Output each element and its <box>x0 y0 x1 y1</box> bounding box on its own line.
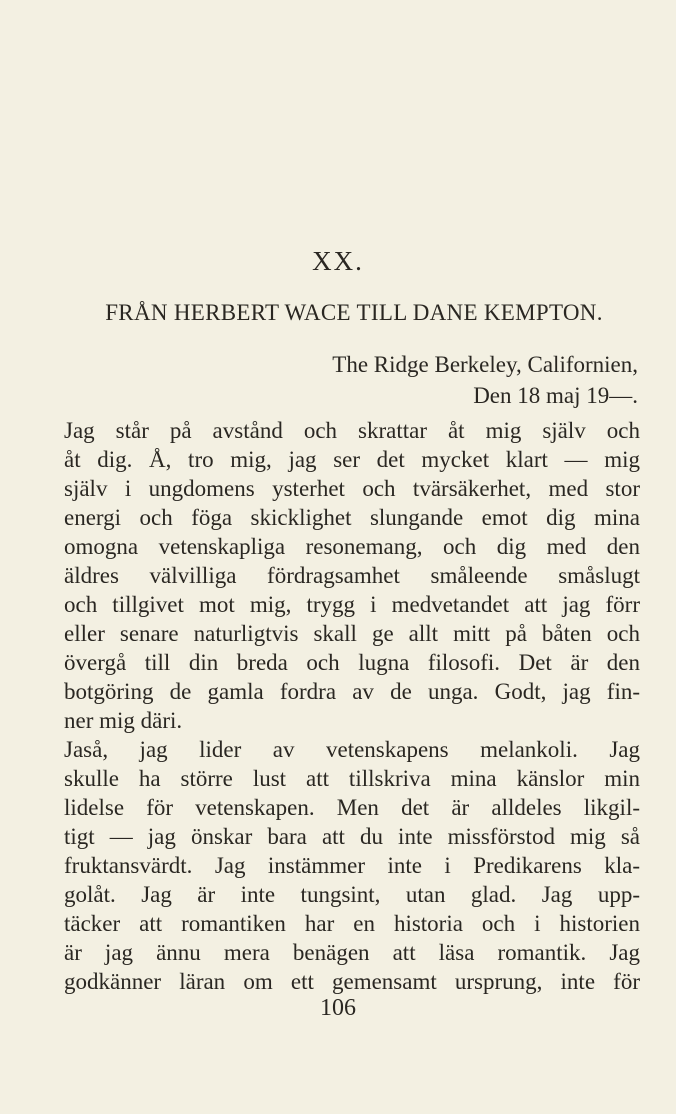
text-line: tigt — jag önskar bara att du inte missförstod mig så <box>64 824 640 849</box>
page-number: 106 <box>320 995 356 1021</box>
chapter-title: FRÅN HERBERT WACE TILL DANE KEMPTON. <box>105 300 603 325</box>
text-line: godkänner läran om ett gemensamt ursprung, inte för <box>64 969 640 994</box>
text-line: och tillgivet mot mig, trygg i medvetandet att jag förr <box>64 592 640 617</box>
text-line: botgöring de gamla fordra av de unga. Godt, jag fin- <box>64 679 640 704</box>
chapter-number: XX. <box>312 246 364 276</box>
text-line: omogna vetenskapliga resonemang, och dig med den <box>64 534 640 559</box>
dateline-place: The Ridge Berkeley, Californien, <box>332 352 638 377</box>
text-line: täcker att romantiken har en historia och i historien <box>64 911 640 936</box>
text-line: energi och föga skicklighet slungande emot dig mina <box>64 505 640 530</box>
text-line: åt dig. Å, tro mig, jag ser det mycket klart — mig <box>64 447 640 472</box>
dateline-date: Den 18 maj 19—. <box>473 383 638 408</box>
text-line: själv i ungdomens ysterhet och tvärsäkerhet, med stor <box>64 476 640 501</box>
body-text <box>64 416 640 996</box>
text-line: ner mig däri. <box>64 708 183 733</box>
text-line: äldres välvilliga fördragsamhet småleende småslugt <box>64 563 640 588</box>
text-line: är jag ännu mera benägen att läsa romantik. Jag <box>64 940 640 965</box>
text-line: eller senare naturligtvis skall ge allt mitt på båten och <box>64 621 640 646</box>
text-line: lidelse för vetenskapen. Men det är alldeles likgil- <box>64 795 640 820</box>
text-line: Jag står på avstånd och skrattar åt mig själv och <box>64 418 640 443</box>
text-line: golåt. Jag är inte tungsint, utan glad. Jag upp- <box>64 882 640 907</box>
text-line: övergå till din breda och lugna filosofi. Det är den <box>64 650 640 675</box>
text-line: Jaså, jag lider av vetenskapens melankoli. Jag <box>64 737 640 762</box>
text-line: skulle ha större lust att tillskriva mina känslor min <box>64 766 640 791</box>
text-line: fruktansvärdt. Jag instämmer inte i Predikarens kla- <box>64 853 640 878</box>
